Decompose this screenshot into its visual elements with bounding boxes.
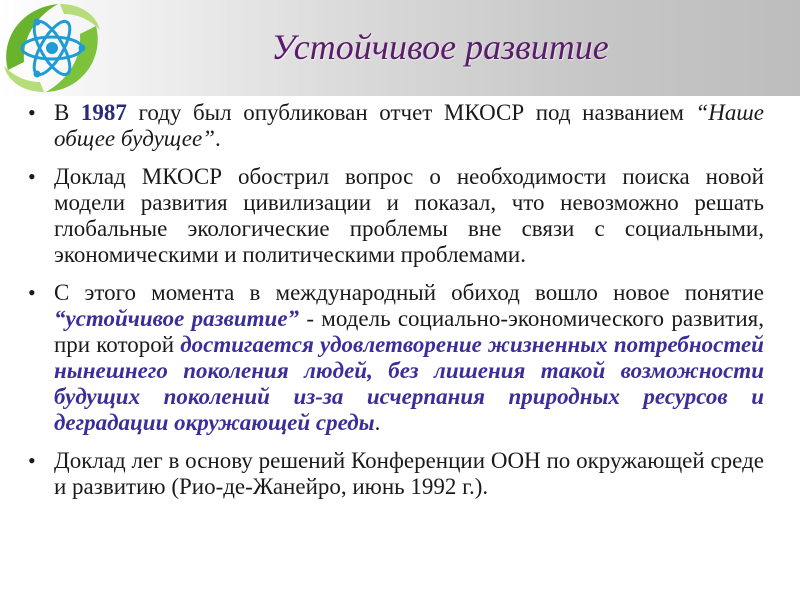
bullet-item bbox=[26, 164, 764, 268]
bullet-marker: • bbox=[28, 448, 36, 473]
term-highlight: “устойчивое развитие” bbox=[54, 306, 300, 331]
bullet-text: С этого момента в международный обиход вошло новое понятие bbox=[54, 280, 764, 305]
bullet-marker: • bbox=[28, 100, 36, 125]
bullet-text: году был опубликован отчет МКОСР под названием bbox=[126, 100, 696, 125]
slide-title: Устойчивое развитие bbox=[271, 27, 609, 67]
bullet-text: В bbox=[54, 100, 81, 125]
bullet-text: . bbox=[214, 126, 221, 151]
bullet-marker: • bbox=[28, 164, 36, 189]
bullet-list bbox=[26, 100, 764, 500]
bullet-item bbox=[26, 448, 764, 500]
definition-highlight: достигается удовлетворение жизненных потребностей нынешнего поколения людей, без лишения такой возможности будущих поколений из-за исчерпания природных ресурсов и деградации окружающей среды bbox=[54, 332, 764, 435]
bullet-text: Доклад лег в основу решений Конференции ООН по окружающей среде и развитию (Рио-де-Жанейро, июнь 1992 г.). bbox=[54, 448, 764, 499]
slide-content bbox=[26, 100, 764, 580]
bullet-text: Доклад МКОСР обострил вопрос о необходимости поиска новой модели развития цивилизации и показал, что невозможно решать глобальные экологические проблемы вне связи с социальными, экономическими и политическими проблемами. bbox=[54, 164, 764, 267]
atom-leaf-logo-icon bbox=[0, 0, 104, 96]
bullet-item bbox=[26, 100, 764, 152]
bullet-item bbox=[26, 280, 764, 436]
bullet-text: . bbox=[374, 410, 381, 435]
bullet-marker: • bbox=[28, 280, 36, 305]
report-title: “Наше общее будущее” bbox=[54, 100, 764, 151]
bullet-text: - модель социально-экономического развития, при которой bbox=[54, 306, 764, 357]
year-highlight: 1987 bbox=[80, 100, 127, 125]
